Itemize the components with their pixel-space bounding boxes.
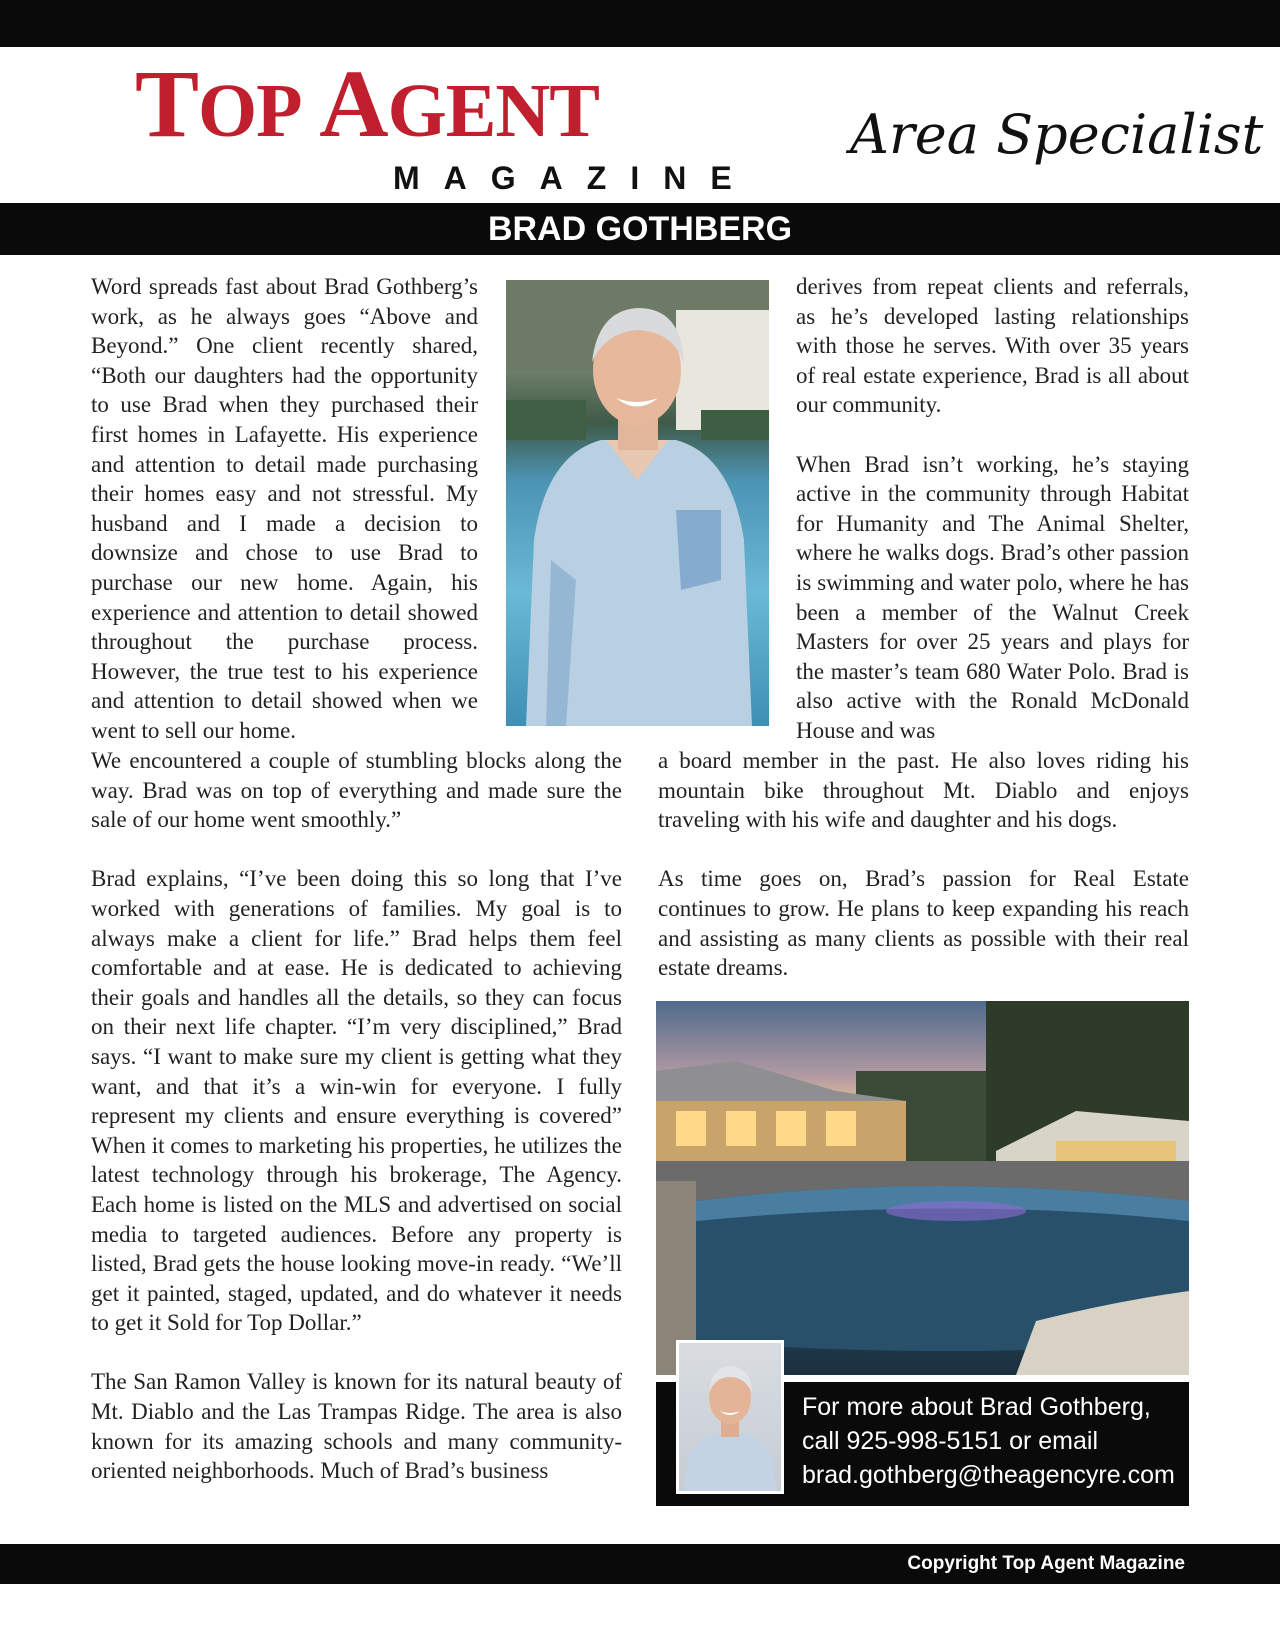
footer-bar	[0, 1544, 1280, 1584]
article-column-right-top	[796, 272, 1189, 746]
paragraph: The San Ramon Valley is known for its natural beauty of Mt. Diablo and the Las Trampas Ridge. The area is also known for its amazing schools and many community-oriented neighborhoods. Much of Brad’s business	[91, 1369, 622, 1484]
contact-phone: call 925-998-5151 or email	[802, 1427, 1099, 1455]
copyright-text: Copyright Top Agent Magazine	[907, 1553, 1185, 1574]
agent-portrait-photo	[506, 280, 769, 726]
paragraph: Brad explains, “I’ve been doing this so long that I’ve worked with generations of families. My goal is to always make a client for life.” Brad helps them feel comfortable and at ease. He is dedicated to achieving their goals and handles all the details, so they can focus on their next life chapter. “I’m very disciplined,” Brad says. “I want to make sure my client is getting what they want, and that it’s a win-win for everyone. I fully represent my clients and ensure everything is covered” When it comes to marketing his properties, he utilizes the latest technology through his brokerage, The Agency. Each home is listed on the MLS and advertised on social media to targeted audiences. Before any property is listed, Brad gets the house looking move-in ready. “We’ll get it painted, staged, updated, and do whatever it needs to get it Sold for Top Dollar.”	[91, 866, 622, 1336]
logo-subtitle: MAGAZINE	[393, 160, 756, 196]
article-column-left-bottom	[91, 746, 622, 1486]
paragraph: a board member in the past. He also loves riding his mountain bike throughout Mt. Diablo and enjoys traveling with his wife and daughter and his dogs.	[658, 748, 1189, 833]
house-illustration	[656, 1001, 1189, 1375]
logo-title: TOP AGENT	[135, 50, 599, 157]
section-tagline: Area Specialist	[850, 103, 1264, 166]
contact-line: For more about Brad Gothberg,	[802, 1393, 1151, 1421]
paragraph: derives from repeat clients and referrals, as he’s developed lasting relationships with those he serves. With over 35 years of real estate experience, Brad is all about our community.	[796, 274, 1189, 418]
article-column-right-bottom	[658, 746, 1189, 983]
person-illustration	[506, 280, 769, 726]
article-column-left-top	[91, 272, 478, 746]
paragraph: When Brad isn’t working, he’s staying active in the community through Habitat for Humanity and The Animal Shelter, where he walks dogs. Brad’s other passion is swimming and water polo, where he has been a member of the Walnut Creek Masters for over 25 years and plays for the master’s team 680 Water Polo. Brad is also active with the Ronald McDonald House and was	[796, 451, 1189, 743]
headshot-illustration	[679, 1343, 781, 1491]
top-black-bar	[0, 0, 1280, 47]
paragraph: As time goes on, Brad’s passion for Real Estate continues to grow. He plans to keep expanding his reach and assisting as many clients as possible with their real estate dreams.	[658, 866, 1189, 981]
paragraph: We encountered a couple of stumbling blocks along the way. Brad was on top of everything and made sure the sale of our home went smoothly.”	[91, 748, 622, 833]
agent-name-banner: BRAD GOTHBERG	[0, 203, 1280, 255]
contact-email: brad.gothberg@theagencyre.com	[802, 1461, 1175, 1489]
magazine-logo	[135, 50, 795, 200]
contact-info	[802, 1390, 1182, 1492]
paragraph: Word spreads fast about Brad Gothberg’s work, as he always goes “Above and Beyond.” One client recently shared, “Both our daughters had the opportunity to use Brad when they purchased their first homes in Lafayette. His experience and attention to detail made purchasing their homes easy and not stressful. My husband and I made a decision to downsize and chose to use Brad to purchase our new home. Again, his experience and attention to detail showed throughout the purchase process. However, the true test to his experience and attention to detail showed when we went to sell our home.	[91, 274, 478, 743]
property-pool-photo	[656, 1001, 1189, 1375]
contact-headshot	[676, 1340, 784, 1494]
